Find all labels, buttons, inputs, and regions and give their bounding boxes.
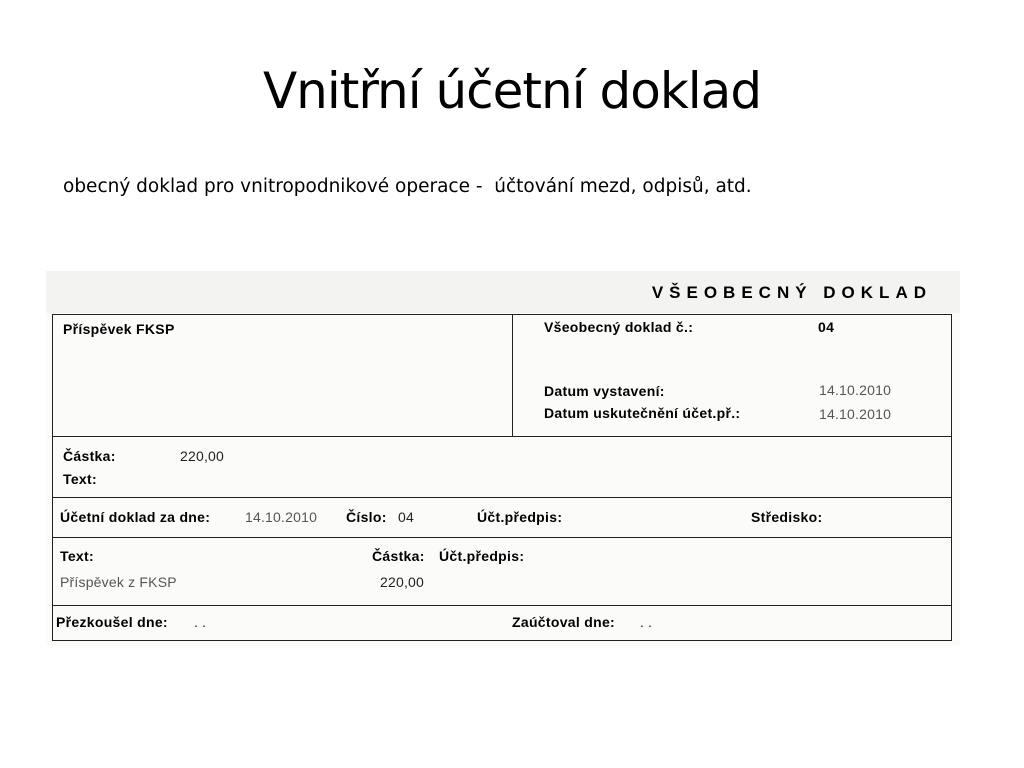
divider [52,640,952,641]
divider [52,436,952,437]
checked-date-value: . . [194,614,207,630]
item-amount: 220,00 [380,574,425,590]
doc-number-value: 04 [818,319,835,335]
document-description: Příspěvek FKSP [63,321,175,337]
issue-date-label: Datum vystavení: [544,383,665,399]
posted-date-value: . . [640,614,653,630]
posted-date-label: Zaúčtoval dne: [512,614,615,630]
divider [52,314,53,641]
item-text: Příspěvek z FKSP [60,574,177,590]
amount-value: 220,00 [180,448,225,464]
line-date-value: 14.10.2010 [245,509,318,525]
accounting-date-value: 14.10.2010 [819,406,892,422]
line-posting-label: Účt.předpis: [477,509,563,525]
doc-number-label: Všeobecný doklad č.: [544,319,694,335]
divider [512,314,513,436]
items-text-label: Text: [60,548,94,564]
text-label: Text: [63,471,97,487]
divider [52,314,952,315]
amount-label: Částka: [63,448,116,464]
line-number-label: Číslo: [346,509,387,525]
issue-date-value: 14.10.2010 [819,382,892,398]
document-header [46,271,960,313]
line-number-value: 04 [398,509,414,525]
items-amount-label: Částka: [372,548,425,564]
slide-subtitle: obecný doklad pro vnitropodnikové operace - účtování mezd, odpisů, atd. [63,176,752,197]
divider [52,537,952,538]
checked-date-label: Přezkoušel dne: [56,614,168,630]
divider [52,605,952,606]
document-title: VŠEOBECNÝ DOKLAD [651,283,932,302]
line-date-label: Účetní doklad za dne: [60,509,211,525]
accounting-date-label: Datum uskutečnění účet.př.: [544,405,741,421]
divider [951,314,952,641]
line-center-label: Středisko: [751,509,823,525]
accounting-document [46,271,960,646]
divider [52,497,952,498]
items-posting-label: Účt.předpis: [439,548,525,564]
slide-title: Vnitřní účetní doklad [262,62,762,120]
